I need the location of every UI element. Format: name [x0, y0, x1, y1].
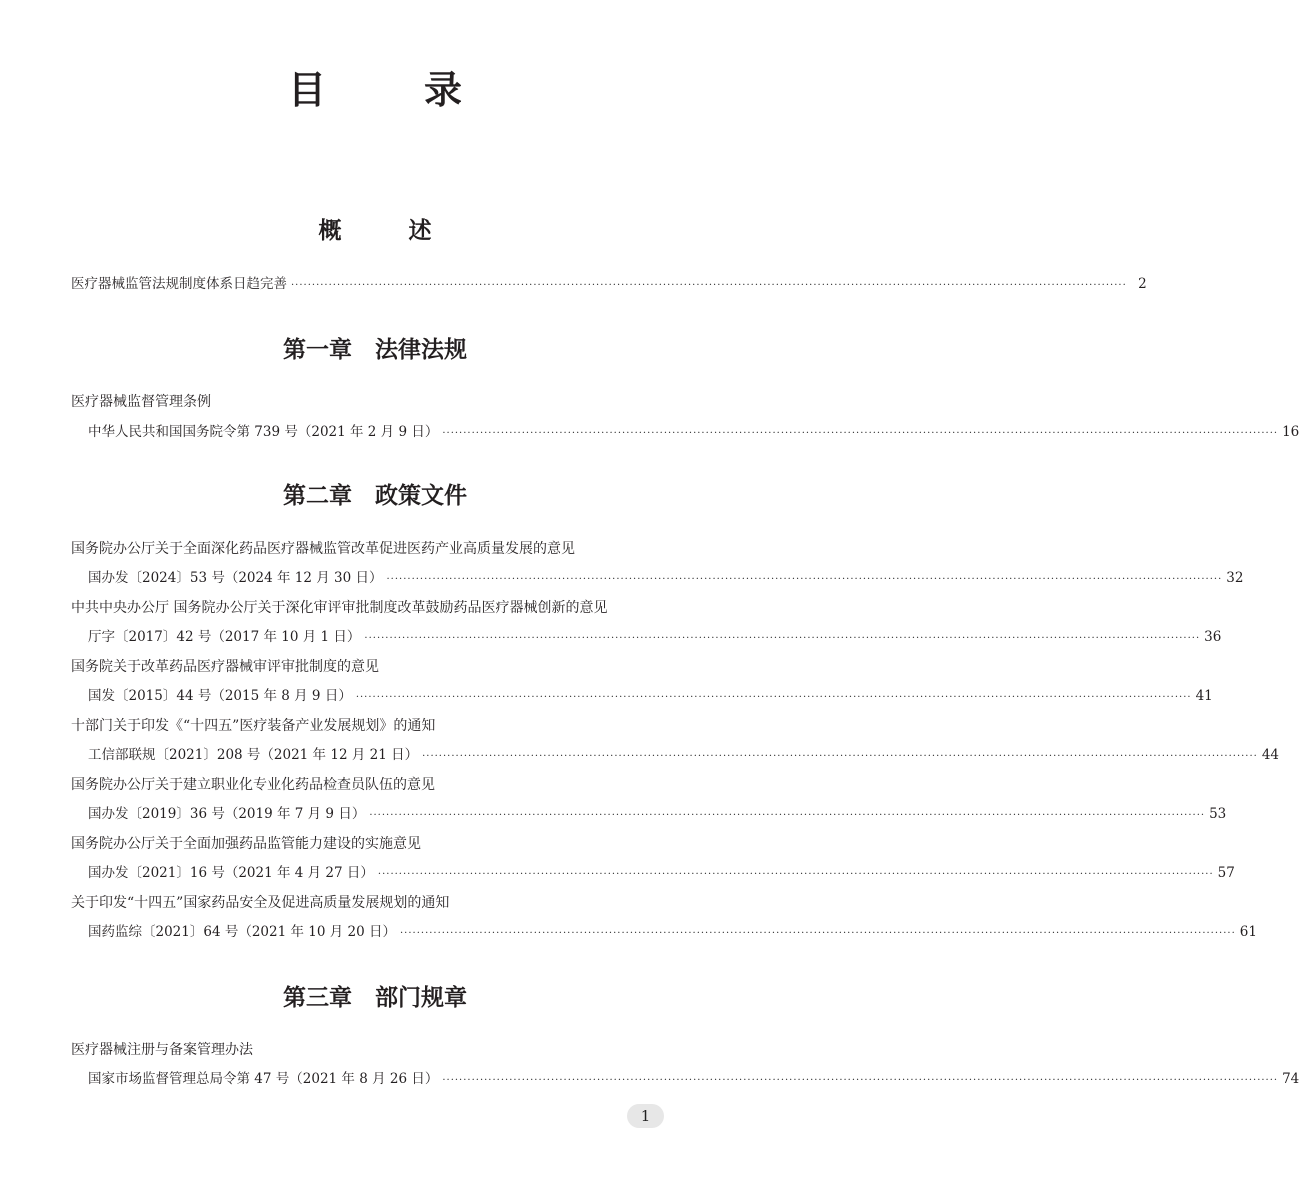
toc-entry-source: 国办发〔2019〕36 号（2019 年 7 月 9 日）	[88, 806, 366, 822]
toc-entry-page: 74	[1282, 1071, 1299, 1087]
toc-entry[interactable]	[88, 421, 1299, 445]
toc-entry[interactable]	[88, 567, 1244, 591]
toc-entry-source: 工信部联规〔2021〕208 号（2021 年 12 月 21 日）	[88, 747, 419, 763]
section-heading-chapter-1: 第一章 法律法规	[283, 336, 467, 363]
toc-entry[interactable]	[88, 626, 1222, 650]
toc-entry[interactable]	[71, 273, 1147, 297]
toc-entry-title[interactable]: 国务院办公厅关于全面加强药品监管能力建设的实施意见	[71, 836, 421, 852]
toc-entry[interactable]	[88, 803, 1227, 827]
toc-entry-source: 厅字〔2017〕42 号（2017 年 10 月 1 日）	[88, 629, 361, 645]
toc-entry-title[interactable]: 医疗器械注册与备案管理办法	[71, 1042, 253, 1058]
toc-entry-title[interactable]: 医疗器械监督管理条例	[71, 394, 211, 410]
toc-entry-page: 61	[1239, 924, 1257, 940]
dot-leader: ········································································································································································································	[442, 428, 1279, 439]
dot-leader: ········································································································································································································	[377, 869, 1214, 880]
section-heading-overview: 概 述	[318, 217, 454, 244]
toc-entry-source: 国药监综〔2021〕64 号（2021 年 10 月 20 日）	[88, 924, 396, 940]
toc-entry-source: 国办发〔2021〕16 号（2021 年 4 月 27 日）	[88, 865, 374, 881]
toc-entry[interactable]	[88, 1068, 1299, 1092]
toc-entry-page: 2	[1138, 276, 1147, 292]
toc-entry-source: 国发〔2015〕44 号（2015 年 8 月 9 日）	[88, 688, 352, 704]
toc-entry-title[interactable]: 中共中央办公厅 国务院办公厅关于深化审评审批制度改革鼓励药品医疗器械创新的意见	[71, 600, 608, 616]
section-heading-chapter-3: 第三章 部门规章	[283, 984, 467, 1011]
toc-entry-source: 中华人民共和国国务院令第 739 号（2021 年 2 月 9 日）	[88, 424, 439, 440]
dot-leader: ········································································································································································································	[355, 692, 1192, 703]
dot-leader: ········································································································································································································	[442, 1075, 1279, 1086]
toc-entry-page: 32	[1226, 570, 1244, 586]
toc-entry-page: 36	[1204, 629, 1222, 645]
dot-leader: ········································································································································································································	[364, 633, 1201, 644]
toc-entry-title: 医疗器械监管法规制度体系日趋完善	[71, 276, 287, 292]
dot-leader: ········································································································································································································	[369, 810, 1206, 821]
toc-entry-title[interactable]: 国务院关于改革药品医疗器械审评审批制度的意见	[71, 659, 379, 675]
toc-entry-source: 国办发〔2024〕53 号（2024 年 12 月 30 日）	[88, 570, 383, 586]
dot-leader: ········································································································································································································	[386, 574, 1223, 585]
toc-entry[interactable]	[88, 921, 1257, 945]
toc-entry-page: 44	[1261, 747, 1280, 763]
page-title: 目 录	[287, 67, 492, 112]
toc-entry[interactable]	[88, 862, 1235, 886]
toc-entry[interactable]	[88, 685, 1213, 709]
toc-entry-page: 57	[1217, 865, 1235, 881]
toc-entry-page: 53	[1209, 806, 1227, 822]
toc-entry[interactable]	[88, 744, 1280, 768]
toc-entry-title[interactable]: 国务院办公厅关于建立职业化专业化药品检查员队伍的意见	[71, 777, 435, 793]
toc-entry-source: 国家市场监督管理总局令第 47 号（2021 年 8 月 26 日）	[88, 1071, 439, 1087]
dot-leader: ········································································································································································································	[422, 751, 1258, 762]
section-heading-chapter-2: 第二章 政策文件	[283, 482, 467, 509]
toc-entry-title[interactable]: 十部门关于印发《“十四五”医疗装备产业发展规划》的通知	[71, 718, 436, 734]
toc-entry-title[interactable]: 国务院办公厅关于全面深化药品医疗器械监管改革促进医药产业高质量发展的意见	[71, 541, 575, 557]
dot-leader: ········································································································································································································	[400, 928, 1236, 939]
toc-entry-title[interactable]: 关于印发“十四五”国家药品安全及促进高质量发展规划的通知	[71, 895, 450, 911]
toc-entry-page: 16	[1282, 424, 1299, 440]
dot-leader: ········································································································································································································	[291, 280, 1127, 291]
toc-entry-page: 41	[1195, 688, 1213, 704]
page-number: 1	[627, 1104, 664, 1128]
